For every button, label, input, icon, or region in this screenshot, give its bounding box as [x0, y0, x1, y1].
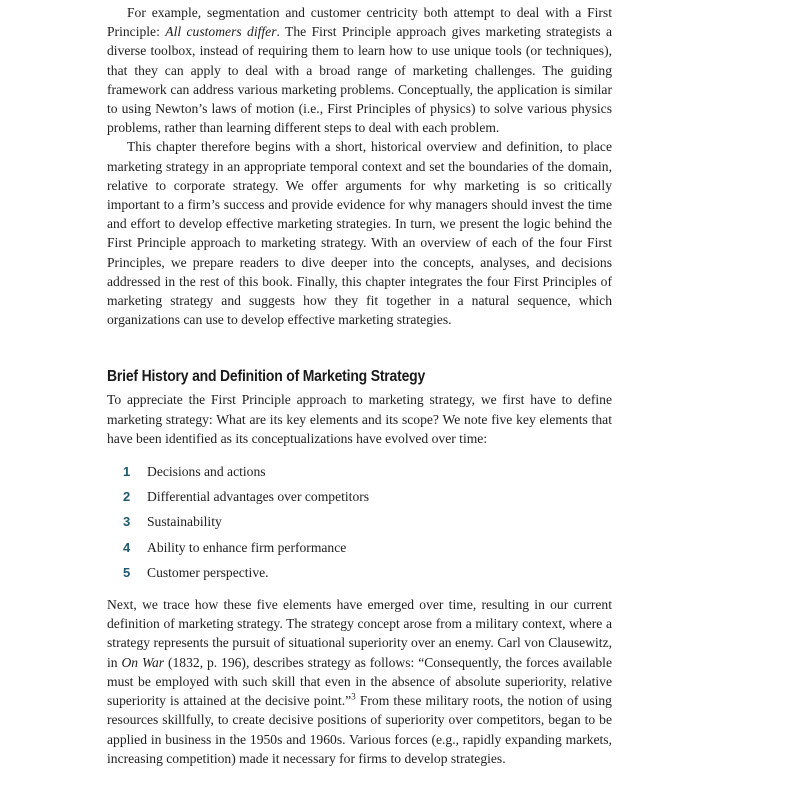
section-heading: Brief History and Definition of Marketing Strategy	[107, 368, 426, 386]
list-item-text: Differential advantages over competitors	[147, 489, 370, 505]
paragraph-first-principle-example	[107, 3, 612, 137]
list-item-text: Customer perspective.	[147, 564, 269, 580]
paragraph-text: For example, segmentation and customer centricity both attempt to deal with a First Principle:	[107, 5, 612, 40]
list-item	[107, 535, 612, 560]
list-item-text: Decisions and actions	[147, 464, 266, 480]
footnote-marker: 3	[351, 691, 356, 702]
paragraph-text: Next, we trace how these five elements have emerged over time, resulting in our current definition of marketing strategy. The strategy concept arose from a military context, where a strategy represents the pursuit of situational superiority over an enemy. Carl von Clausewitz, in	[107, 597, 612, 670]
paragraph-text: . The First Principle approach gives marketing strategists a diverse toolbox, instead of requiring them to learn how to use unique tools (or techniques), that they can apply to deal with a broad range of marketing challenges. The guiding framework can address various marketing problems. Conceptually, the application is similar to using Newton’s laws of motion (i.e., First Principles of physics) to solve various physics problems, rather than learning different steps to deal with each problem.	[107, 24, 612, 136]
list-item-number: 2	[123, 489, 131, 505]
paragraph-text: From these military roots, the notion of using resources skillfully, to create decisive positions of superiority over competitors, began to be applied in business in the 1950s and 1960s. Various forces (e.g., rapidly expanding markets, increasing competition) made it necessary for firms to develop strategies.	[107, 693, 612, 766]
list-item-number: 3	[123, 514, 131, 530]
paragraph-section-intro: To appreciate the First Principle approach to marketing strategy, we first have to define marketing strategy: What are its key elements and its scope? We note five key elements that have been identified as its conceptualizations have evolved over time:	[107, 392, 612, 446]
key-elements-list	[107, 459, 612, 585]
list-item-number: 4	[123, 539, 131, 555]
list-item	[107, 560, 612, 585]
document-page	[107, 0, 612, 768]
paragraph-chapter-overview: This chapter therefore begins with a short, historical overview and definition, to place marketing strategy in an appropriate temporal context and set the boundaries of the domain, relative to corporate strategy. We offer arguments for why marketing is so critically important to a firm’s success and provide evidence for why managers should invest the time and effort to develop effective marketing strategies. In turn, we present the logic behind the First Principle approach to marketing strategy. With an overview of each of the four First Principles, we prepare readers to dive deeper into the concepts, analyses, and decisions addressed in the rest of this book. Finally, this chapter integrates the four First Principles of marketing strategy and suggests how they fit together in a natural sequence, which organizations can use to develop effective marketing strategies.	[107, 139, 612, 328]
list-item-text: Ability to enhance firm performance	[147, 539, 347, 555]
list-item-number: 1	[123, 464, 131, 480]
emphasized-text: All customers differ	[165, 24, 277, 40]
paragraph-history	[107, 595, 612, 768]
list-item-text: Sustainability	[147, 514, 222, 530]
book-title: On War	[121, 654, 165, 670]
list-item	[107, 509, 612, 534]
list-item	[107, 459, 612, 484]
list-item	[107, 484, 612, 509]
paragraph-text: (1832, p. 196), describes strategy as follows: “Consequently, the forces available must be employed with such skill that even in the absence of absolute superiority, relative superiority is attained at the decisive point.”	[107, 654, 612, 709]
list-item-number: 5	[123, 564, 131, 580]
